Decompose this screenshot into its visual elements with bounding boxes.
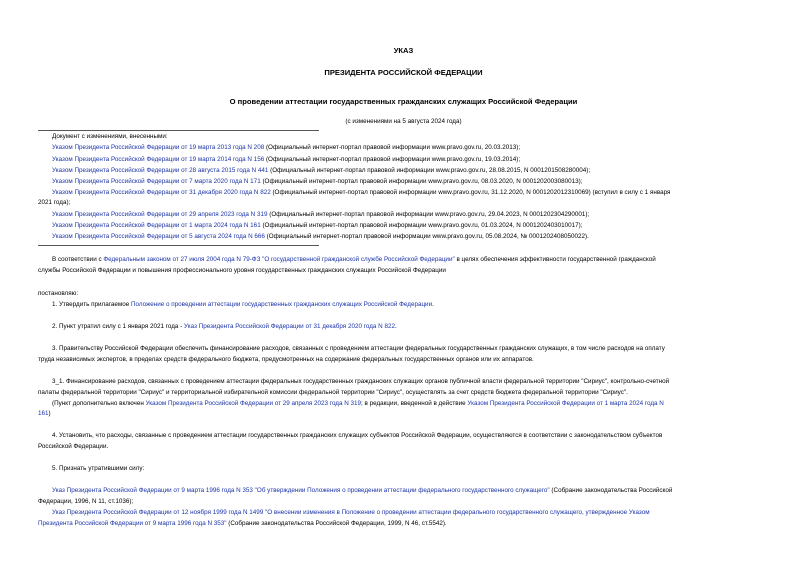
change-link[interactable]: Указом Президента Российской Федерации от 5 августа 2024 года N 666 [52, 233, 265, 240]
changes-intro: Документ с изменениями, внесенными: [52, 133, 168, 140]
repealed-item-cont: Федерации, 1996, N 11, ст.1036); [38, 498, 134, 505]
paragraph-2: 2. Пункт утратил силу с 1 января 2021 года - Указ Президента Российской Федерации от 31 декабря 2020 года N 822. [52, 323, 397, 330]
change-item: Указом Президента Российской Федерации от 29 апреля 2023 года N 319 (Официальный интернет-портал правовой информации www.pravo.gov.ru, 29.04.2023, N 0001202304290001); [52, 211, 590, 218]
document-title: О проведении аттестации государственных гражданских служащих Российской Федерации [229, 97, 578, 106]
revision-note: (с изменениями на 5 августа 2024 года) [345, 118, 462, 125]
decree-1499-link[interactable]: Указ Президента Российской Федерации от 12 ноября 1999 года N 1499 "О внесении изменения в Положение о проведении аттестации федерального государственного служащего, утвержденное Указом [52, 509, 650, 516]
change-item: Указом Президента Российской Федерации от 28 августа 2015 года N 441 (Официальный интернет-портал правовой информации www.pravo.gov.ru, 28.08.2015, N 0001201508280004); [52, 167, 591, 174]
document-type-title: УКАЗ [393, 46, 414, 55]
paragraph-3-1-note-cont: 161) [38, 410, 51, 417]
change-link[interactable]: Указом Президента Российской Федерации от 29 апреля 2023 года N 319 [52, 211, 268, 218]
change-item: Указом Президента Российской Федерации от 19 марта 2013 года N 208 (Официальный интернет-портал правовой информации www.pravo.gov.ru, 20.03.2013); [52, 144, 521, 151]
change-link[interactable]: Указом Президента Российской Федерации от 1 марта 2024 года N 161 [52, 222, 261, 229]
repealed-item: Указ Президента Российской Федерации от 9 марта 1996 года N 353 "Об утверждении Положения о проведении аттестации федерального государственного служащего" (Собрание законодательства Российской [52, 487, 673, 494]
change-link[interactable]: Указом Президента Российской Федерации от 28 августа 2015 года N 441 [52, 167, 269, 174]
repealed-item [52, 509, 650, 516]
decree-319-link[interactable]: Указом Президента Российской Федерации от 29 апреля 2023 года N 319 [145, 400, 362, 407]
decree-822-link[interactable]: Указ Президента Российской Федерации от 31 декабря 2020 года N 822 [184, 323, 395, 330]
change-link[interactable]: Указом Президента Российской Федерации от 7 марта 2020 года N 171 [52, 178, 261, 185]
change-item-continuation: 2021 года); [38, 199, 71, 206]
paragraph-1: 1. Утвердить прилагаемое Положение о проведении аттестации государственных гражданских служащих Российской Федерации. [52, 301, 434, 308]
issuer-title: ПРЕЗИДЕНТА РОССИЙСКОЙ ФЕДЕРАЦИИ [324, 68, 483, 77]
preamble-line: службы Российской Федерации и повышения профессионального уровня государственных гражданских служащих Российской Федерации [38, 267, 446, 274]
decree-word: постановляю: [38, 290, 79, 297]
change-item: Указом Президента Российской Федерации от 7 марта 2020 года N 171 (Официальный интернет-портал правовой информации www.pravo.gov.ru, 08.03.2020, N 0001202003080013); [52, 178, 583, 185]
decree-161-link[interactable]: Указом Президента Российской Федерации от 1 марта 2024 года N [467, 400, 664, 407]
change-item: Указом Президента Российской Федерации от 5 августа 2024 года N 666 (Официальный интернет-портал правовой информации www.pravo.gov.ru, 05.08.2024, № 0001202408050022). [52, 233, 589, 240]
paragraph-3-1-line: 3_1. Финансирование расходов, связанных с проведением аттестации федеральных государственных гражданских служащих органов публичной власти федеральной территории "Сириус", контрольно-счетной [52, 378, 670, 385]
change-link[interactable]: Указом Президента Российской Федерации от 19 марта 2013 года N 208 [52, 144, 265, 151]
divider-top [38, 130, 319, 131]
preamble-line: В соответствии с Федеральным законом от 27 июля 2004 года N 79-ФЗ "О государственной гражданской службе Российской Федерации" в целях обеспечения эффективности государственной гражданской [52, 256, 656, 263]
change-link[interactable]: Указом Президента Российской Федерации от 31 декабря 2020 года N 822 [52, 189, 271, 196]
change-item: Указом Президента Российской Федерации от 31 декабря 2020 года N 822 (Официальный интернет-портал правовой информации www.pravo.gov.ru, 31.12.2020, N 0001202012310069) (вступил в силу с 1 января [52, 189, 671, 196]
regulation-link[interactable]: Положение о проведении аттестации государственных гражданских служащих Российской Федерации [130, 301, 433, 308]
decree-161-link-cont[interactable]: 161 [38, 410, 49, 417]
change-link[interactable]: Указом Президента Российской Федерации от 19 марта 2014 года N 156 [52, 156, 265, 163]
change-item: Указом Президента Российской Федерации от 19 марта 2014 года N 156 (Официальный интернет-портал правовой информации www.pravo.gov.ru, 19.03.2014); [52, 156, 521, 163]
change-item: Указом Президента Российской Федерации от 1 марта 2024 года N 161 (Официальный интернет-портал правовой информации www.pravo.gov.ru, 01.03.2024, N 0001202403010017); [52, 222, 583, 229]
paragraph-3-line: 3. Правительству Российской Федерации обеспечить финансирование расходов, связанных с проведением аттестации федеральных государственных гражданских служащих, в том числе расходов на оплату [52, 345, 665, 352]
paragraph-3-line: труда независимых экспертов, в пределах средств федерального бюджета, предусмотренных на содержание федеральных государственных органов или их аппаратов. [38, 356, 534, 363]
repealed-item-cont: Президента Российской Федерации от 9 марта 1996 года N 353" (Собрание законодательства Российской Федерации, 1999, N 46, ст.5542). [38, 520, 447, 527]
paragraph-4-line: Российской Федерации. [38, 443, 109, 450]
paragraph-3-1-line: палаты федеральной территории "Сириус" и территориальной избирательной комиссии федеральной территории "Сириус", осуществлять за счет средств бюджета федеральной территории "Сириус". [38, 389, 628, 396]
decree-1499-link-cont[interactable]: Президента Российской Федерации от 9 марта 1996 года N 353" [38, 520, 227, 527]
paragraph-3-1-note: (Пункт дополнительно включен Указом Президента Российской Федерации от 29 апреля 2023 года N 319; в редакции, введенной в действие Указом Президента Российской Федерации от 1 марта 2024 года N [52, 400, 664, 407]
paragraph-5: 5. Признать утратившими силу: [52, 465, 145, 472]
decree-353-link[interactable]: Указ Президента Российской Федерации от 9 марта 1996 года N 353 "Об утверждении Положения о проведении аттестации федерального государственного служащего" [52, 487, 550, 494]
divider-bottom [38, 245, 319, 246]
federal-law-link[interactable]: Федеральным законом от 27 июля 2004 года N 79-ФЗ "О государственной гражданской службе Российской Федерации" [103, 256, 455, 263]
paragraph-4-line: 4. Установить, что расходы, связанные с проведением аттестации государственных гражданских служащих субъектов Российской Федерации, осуществляются в соответствии с законодательством субъектов [52, 432, 663, 439]
